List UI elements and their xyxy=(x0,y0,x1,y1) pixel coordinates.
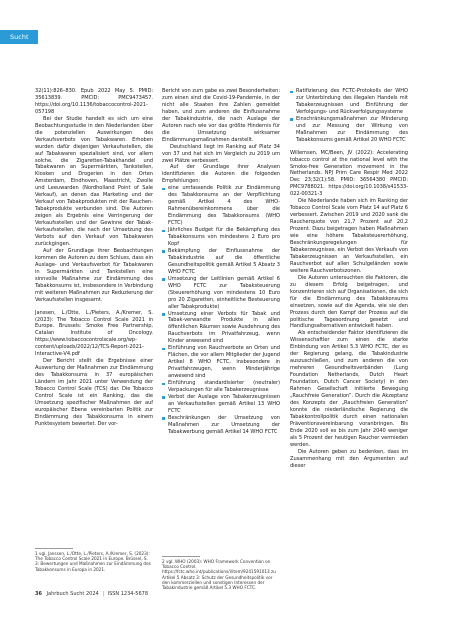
paragraph: Die Niederlande haben sich im Ranking der Tobacco Control Scale vom Platz 14 auf Platz 6 verbessert. Zwischen 2019 und 2020 sank die Raucherquote von 21,7 Prozent auf 20,2 Prozent. Dazu beigetragen haben Maßnahmen wie eine höhere Tabaksteuererhöhung, Beschränkungsregelungen für Tabakerzeugnisse, ein Verbot des Verkaufs von Tabakerzeugnissen an Verkaufsstellen, ein Rauchverbot auf allen Schulgeländen sowie weitere Rauchverbotszonen. xyxy=(290,198,408,274)
publication-issue: ISSN 1234-5678 xyxy=(107,591,148,597)
recommendation-list xyxy=(290,88,408,144)
paragraph: 32(11):826–830. Epub 2022 May 5. PMID: 35613839. PMCID: PMC9473457. https://doi.org/10.1136/tobaccocontrol-2021-057198 xyxy=(35,88,153,115)
paragraph: Deutschland liegt im Ranking auf Platz 34 von 37 und hat sich im Vergleich zu 2019 um zwei Plätze verbessert. xyxy=(162,143,280,164)
list-item: Einschränkungsmaßnahmen zur Minderung und zur Messung der Wirkung von Maßnahmen zur Eindämmung des Tabakkonsums gemäß Artikel 20 WHO FCTC xyxy=(290,116,408,144)
list-item: Umsetzung einer Verbots für Tabak und Tabak-verwandte Produkte in allen öffentlichen Räumen sowie Ausdehnung des Rauchverbots im Privatfahrzeug, wenn Kinder anwesend sind xyxy=(162,311,280,346)
list-item: Jährliches Budget für die Bekämpfung des Tabakkonsums von mindestens 2 Euro pro Kopf xyxy=(162,227,280,248)
section-tag: Sucht xyxy=(0,30,38,44)
footnote: 1 vgl. Janssen, L./Otte, L./Pieters, A./Kremer, S. (2023): The Tobacco Control Scale 2021 in Europe. Brüssel, S. 3: Bewertungen und Maßnahmen zur Eindämmung des Tabakkonsums in Europa in 2021. xyxy=(35,551,151,572)
list-item: Beschränkungen der Umsetzung von Maßnahmen zur Umsetzung der Tabakwerbung gemäß Artikel 14 WHO FCTC xyxy=(162,415,280,436)
paragraph: Die Autoren untersuchten die Faktoren, die zu diesem Erfolg beigetragen, und konzentrieren sich auf Organisationen, die sich für die Eindämmung des Tabakkonsums einsetzen, sowie auf die Agenda, wie sie den Prozess durch den Kampf der Prozess auf die politische Tagesordnung gesetzt und Handlungsalternativen entwickelt haben. xyxy=(290,274,408,330)
paragraph: Auf der Grundlage ihrer Beobachtungen kommen die Autoren zu dem Schluss, dass ein Auslage- und Verkaufsverbot für Tabakwaren in Supermärkten und Tankstellen eine sinnvolle Maßnahme zur Eindämmung des Tabakkonsums ist, insbesondere in Verbindung mit weiteren Maßnahmen zur Reduzierung der Verkaufsstellen insgesamt. xyxy=(35,247,153,303)
list-item: eine umfassende Politik zur Eindämmung des Tabakkonsums an der Verpflichtung gemäß Artikel 4 des WHO-Rahmenübereinkommens über die Eindämmung des Tabakkonsums (WHO FCTC) xyxy=(162,185,280,227)
text-column-2 xyxy=(162,88,280,436)
reference-entry: Janssen, L./Otte, L./Pieters, A./Kremer, S. (2023): The Tobacco Control Scale 2021 in Europe. Brussels: Smoke Free Partnership, Catalan Institute of Oncology. https://www.tobaccocontrolscale.org/wp-content/uploads/2022/12/TCS-Report-2021-Interactive-V4.pdf xyxy=(35,309,153,358)
paragraph: Bei der Studie handelt es sich um eine Beobachtungsstudie in den Niederlanden über die potenziellen Auswirkungen des Verkaufsverbots von Tabakwaren. Erhoben wurden dafür diejenigen Verkaufsstellen, die auf Tabakwaren spezialisiert sind, vor allem solche, die Zigaretten-Tabakhandel und Tabakwaren an Supermärkten, Tankstellen, Kiosken und Drogerien in den Orten Amsterdam, Eindhoven, Maastricht, Zwolle und Leeuwarden (Nordholland Point of Sale Verkauf), an denen das Marketing und der Verkauf von Tabakprodukten mit der Rauchen-Tabakprodukte verbunden sind. Die Autoren zeigen als Ergebnis eine Verringerung der Verkaufsstellen und der Gewinne der Tabak-Verkaufsstellen, die nach der Umsetzung des Verbots auf den Verkauf von Tabakwaren zurückgingen. xyxy=(35,115,153,247)
page-footer xyxy=(35,590,148,598)
reference-entry: Willemsen, MC/Been, JV (2022): Accelerating tobacco control at the national level with the Smoke-free Generation movement in the Netherlands. NPJ Prim Care Respir Med 2022 Dec 23;32(1):58. PMID: 36564380 PMCID: PMC9788021. https://doi.org/10.1038/s41533-022-00321-3 xyxy=(290,149,408,198)
paragraph: Auf der Grundlage ihrer Analysen identifizieren die Autoren die folgenden Empfehlungen: xyxy=(162,164,280,185)
text-column-1 xyxy=(35,88,153,428)
list-item: Einführung standardisierter (neutraler) Verpackungen für alle Tabakerzeugnisse xyxy=(162,380,280,394)
list-item: Bekämpfung der Einflussnahme der Tabakindustrie auf die öffentliche Gesundheitspolitik gemäß Artikel 5 Absatz 3 WHO FCTC xyxy=(162,248,280,276)
paragraph: Bericht von zum gabe es zwei Besonderheiten: zum einen sind die Covid-19-Pandemie, in der nicht alle Staaten ihre Zahlen gemeldet haben, und zum anderen die Einflussnahme der Tabakindustrie, die nach Auslage der Autoren nach wie vor das größte Hindernis für die Umsetzung wirksamer Eindämmungsmaßnahmen darstellt. xyxy=(162,88,280,143)
paragraph: Der Bericht stellt die Ergebnisse einer Auswertung der Maßnahmen zur Eindämmung des Tabakkonsums in 37 europäischen Ländern im Jahr 2021 unter Verwendung der Tobacco Control Scale (TCS) dar. Die Tobacco Control Scale ist ein Ranking, das die Umsetzung spezifischer Maßnahmen der auf europäischer Ebene vereinbarten Politik zur Eindämmung des Tabakkonsums in einem Punktesystem bewertet. Der vor- xyxy=(35,358,153,427)
recommendation-list xyxy=(162,185,280,435)
publication-title: Jahrbuch Sucht 2024 xyxy=(46,591,99,597)
list-item: Ratifizierung des FCTC-Protokolls der WHO zur Unterbindung des illegalen Handels mit Tabakerzeugnissen und Einführung der Verfolgungs- und Rückverfolgungssysteme xyxy=(290,88,408,116)
paragraph: Die Autoren geben zu bedenken, dass im Zusammenhang mit den Argumenten auf dieser xyxy=(290,448,408,469)
footer-separator: | xyxy=(102,591,104,597)
footnote-rule xyxy=(35,548,73,549)
page-number: 36 xyxy=(35,591,42,597)
text-column-3 xyxy=(290,88,408,469)
footnote: 2 vgl. WHO (2003): WHO Framework Convention on Tobacco Control. https://fctc.who.int/publications/i/item/9241591013 zu Artikel 5 Absatz 3: Schutz der Gesundheitspolitik vor den kommerziellen und sonstigen Interessen der Tabakindustrie gemäß Artikel 5.3 WHO FCTC. xyxy=(162,559,276,591)
footnote-rule xyxy=(162,556,200,557)
list-item: Verbot der Auslage von Tabakerzeugnissen an Verkaufsstellen gemäß Artikel 13 WHO FCTC xyxy=(162,394,280,415)
list-item: Umsetzung der Leitlinien gemäß Artikel 6 WHO FCTC zur Tabaksteuerung (Steuererhöhung von mindestens 10 Euro pro 20 Zigaretten, einheitliche Besteuerung aller Tabakprodukte) xyxy=(162,276,280,311)
paragraph: Als entscheidender Faktor identifizieren die Wissenschaftler zum einen die starke Einbindung von Artikel 5.3 WHO FCTC, der es der Regierung gelang, die Tabakindustrie auszuschließen, und zum anderen die von mehreren Gesundheitsverbänden (Lung Foundation Netherlands, Dutch Heart Foundation, Dutch Cancer Society) in den Rahmen Gesellschaft initiierte Bewegung „Rauchfreie Generation“. Durch die Akzeptanz des Konzepts der „Rauchfreien Generation“ konnte die niederländische Regierung die Tabakkontrollpolitik durch einen nationalen Präventionsvereinbarung voranbringen. Bis Ende 2020 soll es bis zum Jahr 2040 weniger als 5 Prozent der heutigen Raucher vermieden werden. xyxy=(290,330,408,448)
list-item: Einführung von Rauchverbote an Orten und Flächen, die vor allem Mitglieder der Jugend Artikel 8 WHO FCTC, insbesondere in Privatfahrzeugen, wenn Minderjährige anwesend sind xyxy=(162,345,280,380)
